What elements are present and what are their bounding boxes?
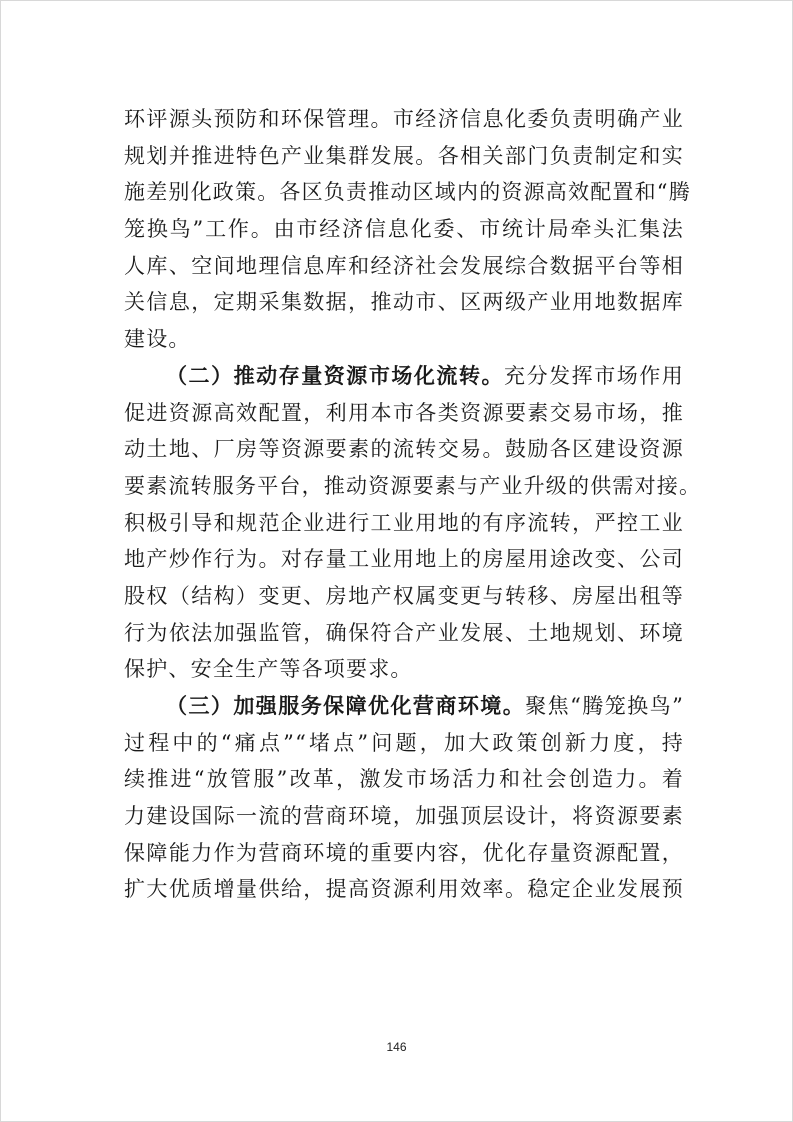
text-line: 股权（结构）变更、房地产权属变更与转移、房屋出租等 bbox=[124, 583, 684, 608]
text-line: 促进资源高效配置，利用本市各类资源要素交易市场，推 bbox=[124, 400, 684, 425]
text-line: 人库、空间地理信息库和经济社会发展综合数据平台等相 bbox=[124, 253, 684, 278]
text-line: 保护、安全生产等各项要求。 bbox=[124, 657, 413, 682]
text-line: 地产炒作行为。对存量工业用地上的房屋用途改变、公司 bbox=[124, 547, 684, 572]
text-line: 保障能力作为营商环境的重要内容，优化存量资源配置， bbox=[124, 840, 684, 865]
text-line: 积极引导和规范企业进行工业用地的有序流转，严控工业 bbox=[124, 510, 684, 535]
text-line: 环评源头预防和环保管理。市经济信息化委负责明确产业 bbox=[124, 107, 684, 131]
text-line: 施差别化政策。各区负责推动区域内的资源高效配置和“腾 bbox=[124, 180, 691, 205]
paragraph-3 bbox=[124, 688, 684, 908]
text-line bbox=[124, 358, 684, 395]
text-line bbox=[124, 688, 684, 725]
text-line: 关信息，定期采集数据，推动市、区两级产业用地数据库 bbox=[124, 290, 684, 315]
heading-continuation: 聚焦“腾笼换鸟” bbox=[525, 694, 684, 718]
section-heading: （三）加强服务保障优化营商环境。 bbox=[166, 694, 526, 718]
text-line: 行为依法加强监管，确保符合产业发展、土地规划、环境 bbox=[124, 620, 684, 645]
page-number: 146 bbox=[386, 1040, 407, 1054]
text-line: 扩大优质增量供给，提高资源利用效率。稳定企业发展预 bbox=[124, 877, 684, 902]
text-line: 笼换鸟”工作。由市经济信息化委、市统计局牵头汇集法 bbox=[124, 217, 684, 242]
text-line: 要素流转服务平台，推动资源要素与产业升级的供需对接。 bbox=[124, 473, 702, 498]
paragraph-2 bbox=[124, 358, 702, 688]
text-line: 动土地、厂房等资源要素的流转交易。鼓励各区建设资源 bbox=[124, 437, 684, 462]
section-heading: （二）推动存量资源市场化流转。 bbox=[166, 363, 505, 388]
text-line: 建设。 bbox=[124, 327, 191, 352]
text-line: 续推进“放管服”改革，激发市场活力和社会创造力。着 bbox=[124, 767, 684, 792]
heading-continuation: 充分发挥市场作用 bbox=[504, 363, 684, 388]
text-line: 过程中的“痛点”“堵点”问题，加大政策创新力度，持 bbox=[124, 730, 684, 755]
document-body bbox=[124, 101, 702, 908]
paragraph-1 bbox=[124, 101, 691, 358]
text-line: 规划并推进特色产业集群发展。各相关部门负责制定和实 bbox=[124, 143, 684, 168]
text-line: 力建设国际一流的营商环境，加强顶层设计，将资源要素 bbox=[124, 804, 684, 829]
